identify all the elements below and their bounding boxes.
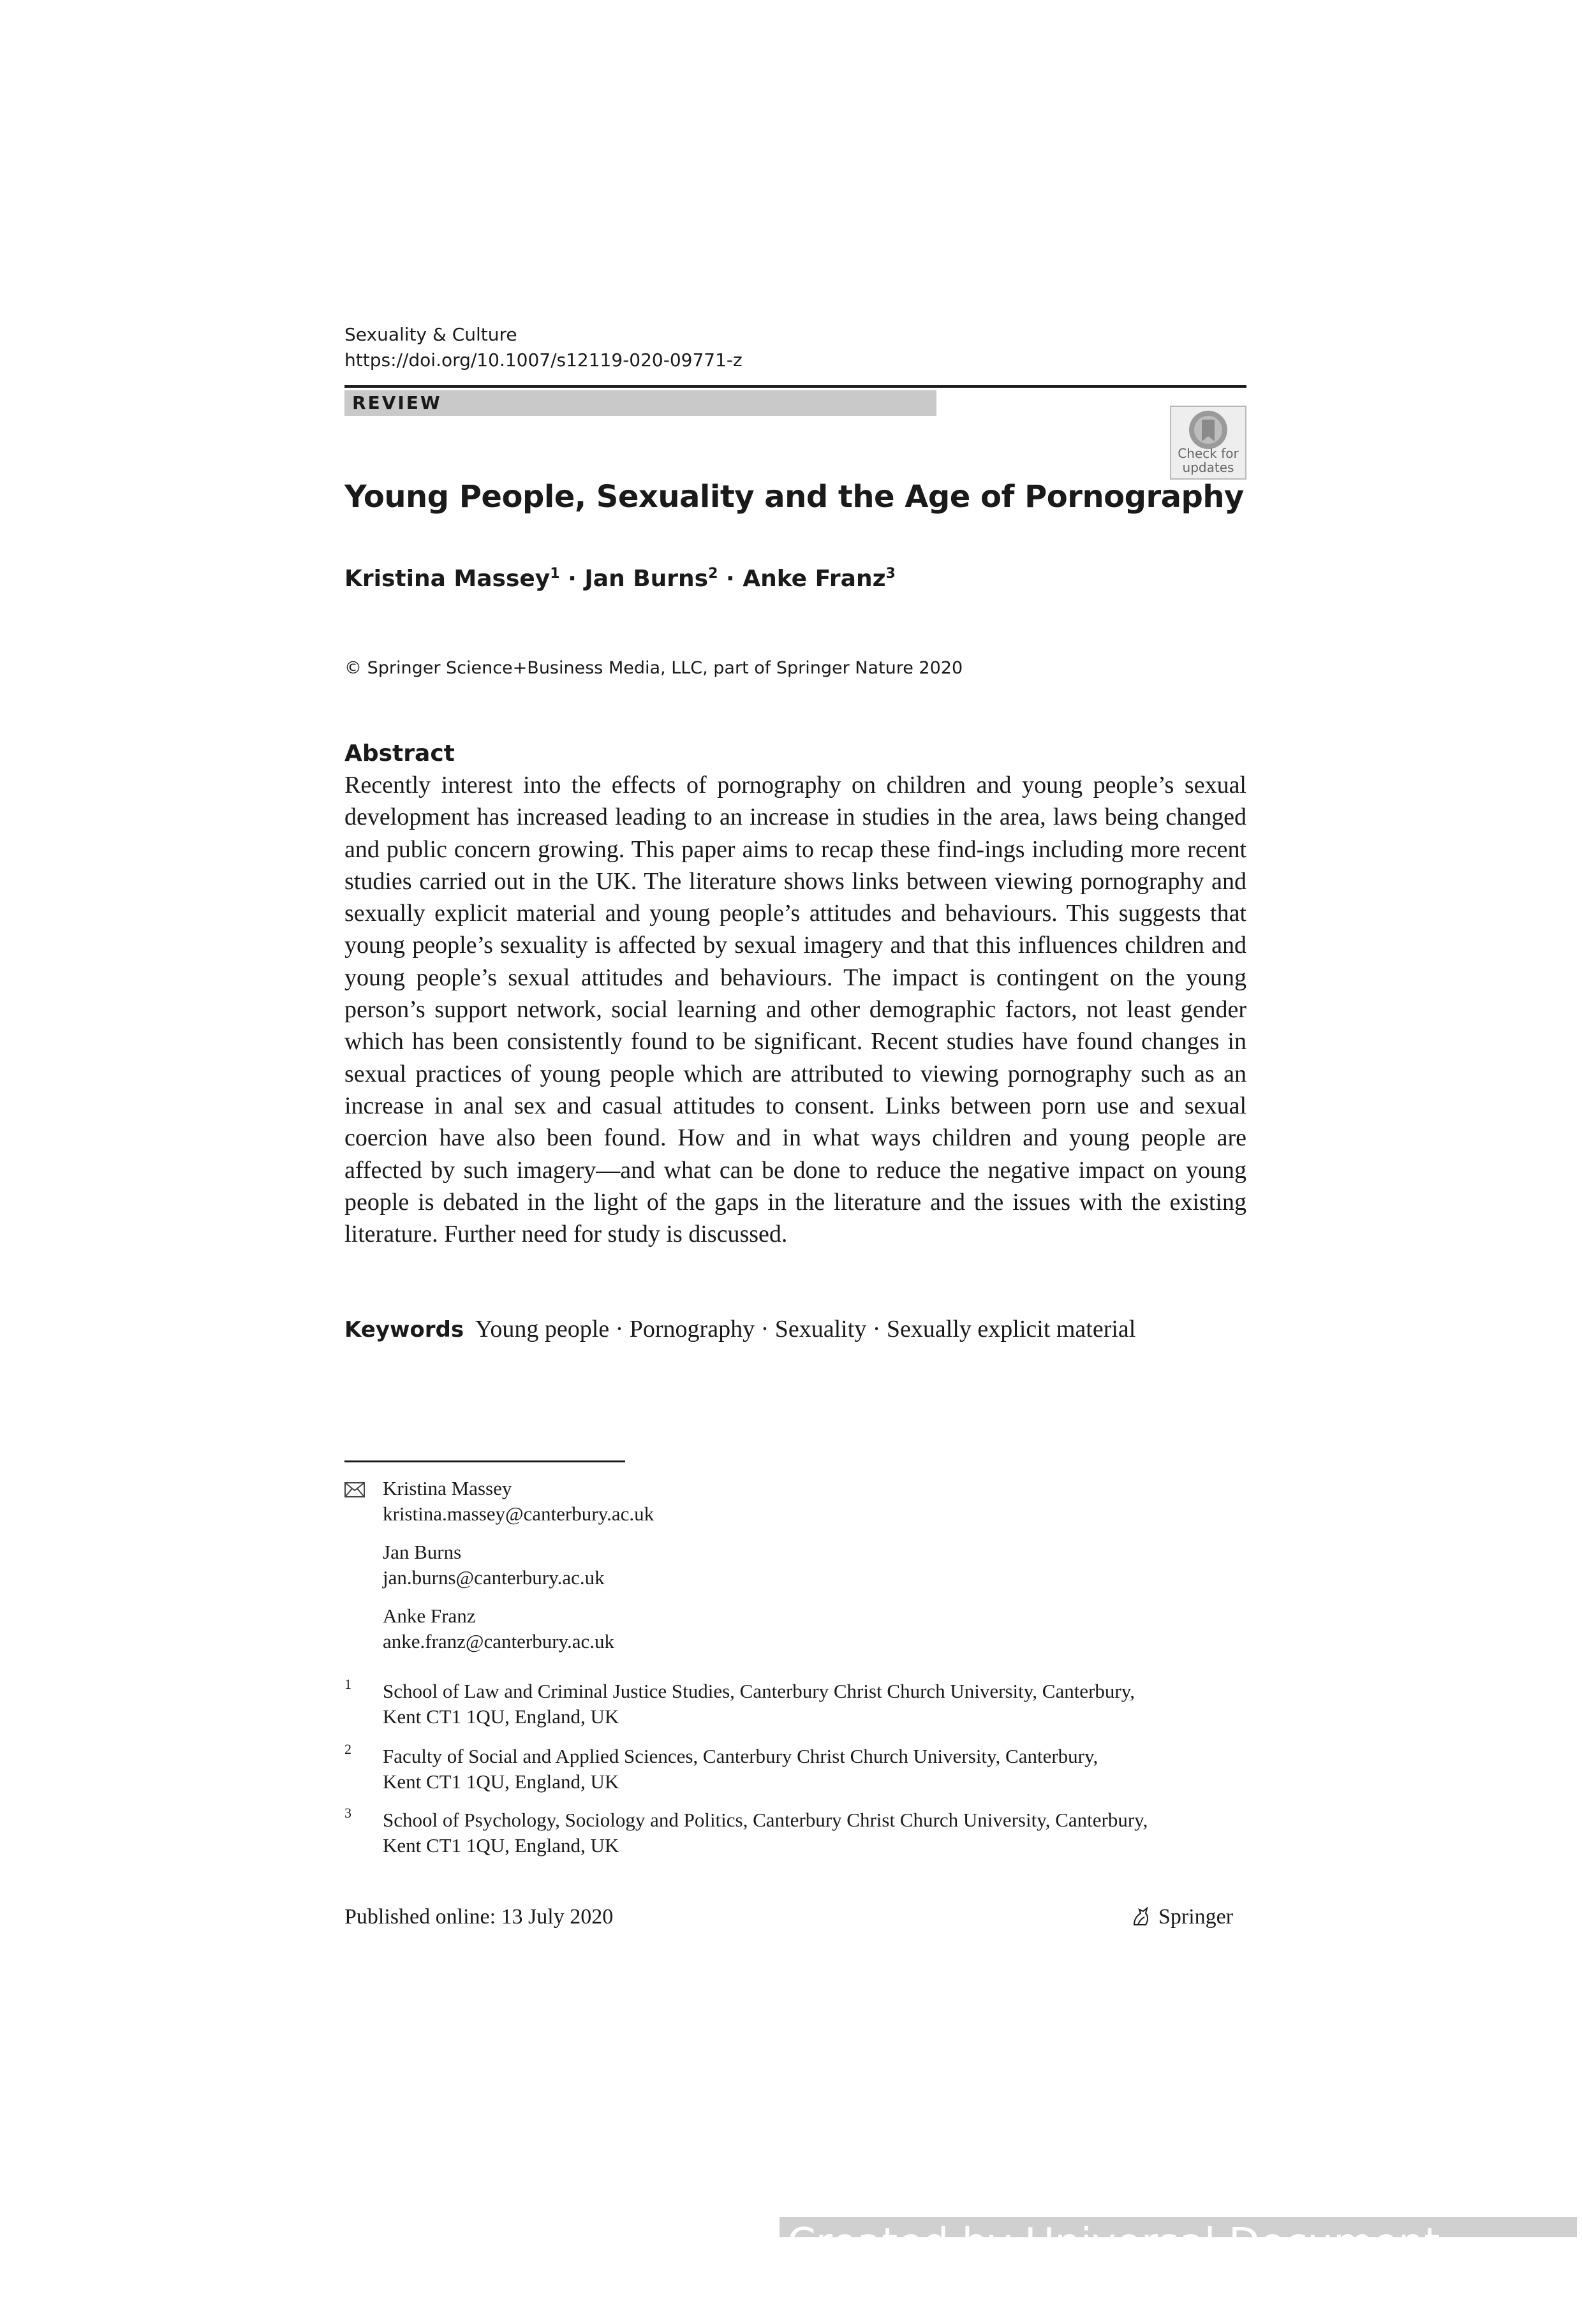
affiliation-line: School of Law and Criminal Justice Studies, Canterbury Christ Church University, Canterbury, (383, 1680, 1135, 1702)
converter-watermark: Created by Universal Document Converter (780, 2217, 1577, 2237)
author-list (344, 556, 896, 597)
contact-block (383, 1476, 654, 1527)
springer-horse-icon (1130, 1906, 1152, 1927)
keywords-list: Young people · Pornography · Sexuality · Sexually explicit material (475, 1316, 1136, 1342)
affiliation-line: Faculty of Social and Applied Sciences, Canterbury Christ Church University, Canterbury, (383, 1745, 1098, 1767)
keywords-label: Keywords (344, 1317, 464, 1342)
author-affiliation-mark: 1 (550, 566, 560, 582)
badge-line: Check for (1178, 446, 1239, 461)
publisher-name: Springer (1158, 1905, 1234, 1929)
affiliation-line: School of Psychology, Sociology and Politics, Canterbury Christ Church University, Canterbury, (383, 1809, 1148, 1831)
affiliation-line: Kent CT1 1QU, England, UK (383, 1834, 619, 1857)
contact-name: Anke Franz (383, 1605, 476, 1627)
badge-text (1171, 446, 1245, 474)
contact-email[interactable]: anke.franz@canterbury.ac.uk (383, 1630, 615, 1652)
contact-block (383, 1540, 605, 1591)
affiliation (383, 1679, 1135, 1730)
envelope-icon (344, 1476, 365, 1501)
journal-name: Sexuality & Culture (344, 324, 517, 345)
author-name[interactable]: Jan Burns (584, 566, 709, 592)
affiliation-number: 1 (344, 1676, 351, 1692)
affiliation-line: Kent CT1 1QU, England, UK (383, 1770, 619, 1793)
copyright-notice: © Springer Science+Business Media, LLC, part of Springer Nature 2020 (344, 658, 963, 678)
abstract-body (344, 769, 1246, 1250)
contact-email[interactable]: jan.burns@canterbury.ac.uk (383, 1566, 605, 1589)
contact-name: Jan Burns (383, 1541, 462, 1563)
publisher-logo (1130, 1903, 1233, 1931)
abstract-text: Recently interest into the effects of pornography on children and young people’s sexual development has increased leading to an increase in studies in the area, laws being changed and public concern growing. This paper aims to recap these find-ings including more recent studies carried out in the UK. The literature shows links between viewing pornography and sexually explicit material and young people’s attitudes and behaviours. This suggests that young people’s sexuality is affected by sexual imagery and that this influences children and young people’s sexual attitudes and behaviours. The impact is contingent on the young person’s support network, social learning and other demographic factors, not least gender which has been consistently found to be significant. Recent studies have found changes in sexual practices of young people which are attributed to viewing pornography such as an increase in anal sex and casual attitudes to consent. Links between porn use and sexual coercion have also been found. How and in what ways children and young people are affected by such imagery—and what can be done to reduce the negative impact on young people is debated in the light of the gaps in the literature and the issues with the existing literature. Further need for study is discussed. (344, 772, 1246, 1248)
published-date: Published online: 13 July 2020 (344, 1905, 614, 1929)
contact-email[interactable]: kristina.massey@canterbury.ac.uk (383, 1503, 654, 1525)
affiliation (383, 1744, 1098, 1795)
footnote-rule (344, 1460, 625, 1462)
doi-link[interactable]: https://doi.org/10.1007/s12119-020-09771-z (344, 349, 743, 371)
affiliation-number: 3 (344, 1805, 351, 1821)
author-name[interactable]: Anke Franz (743, 566, 886, 592)
author-separator: · (725, 566, 735, 592)
author-name[interactable]: Kristina Massey (344, 566, 551, 592)
abstract-heading: Abstract (344, 740, 455, 767)
article-type-label: REVIEW (352, 392, 442, 413)
affiliation (383, 1807, 1148, 1858)
article-title: Young People, Sexuality and the Age of Pornography (344, 479, 1244, 515)
contact-block (383, 1603, 614, 1654)
author-affiliation-mark: 2 (708, 566, 718, 582)
keywords-line (344, 1313, 1135, 1346)
author-separator: · (568, 566, 577, 592)
header-rule (344, 385, 1246, 388)
author-affiliation-mark: 3 (885, 566, 896, 582)
affiliation-number: 2 (344, 1741, 351, 1757)
badge-line: updates (1182, 460, 1234, 475)
affiliation-line: Kent CT1 1QU, England, UK (383, 1705, 619, 1728)
contact-name: Kristina Massey (383, 1477, 512, 1499)
